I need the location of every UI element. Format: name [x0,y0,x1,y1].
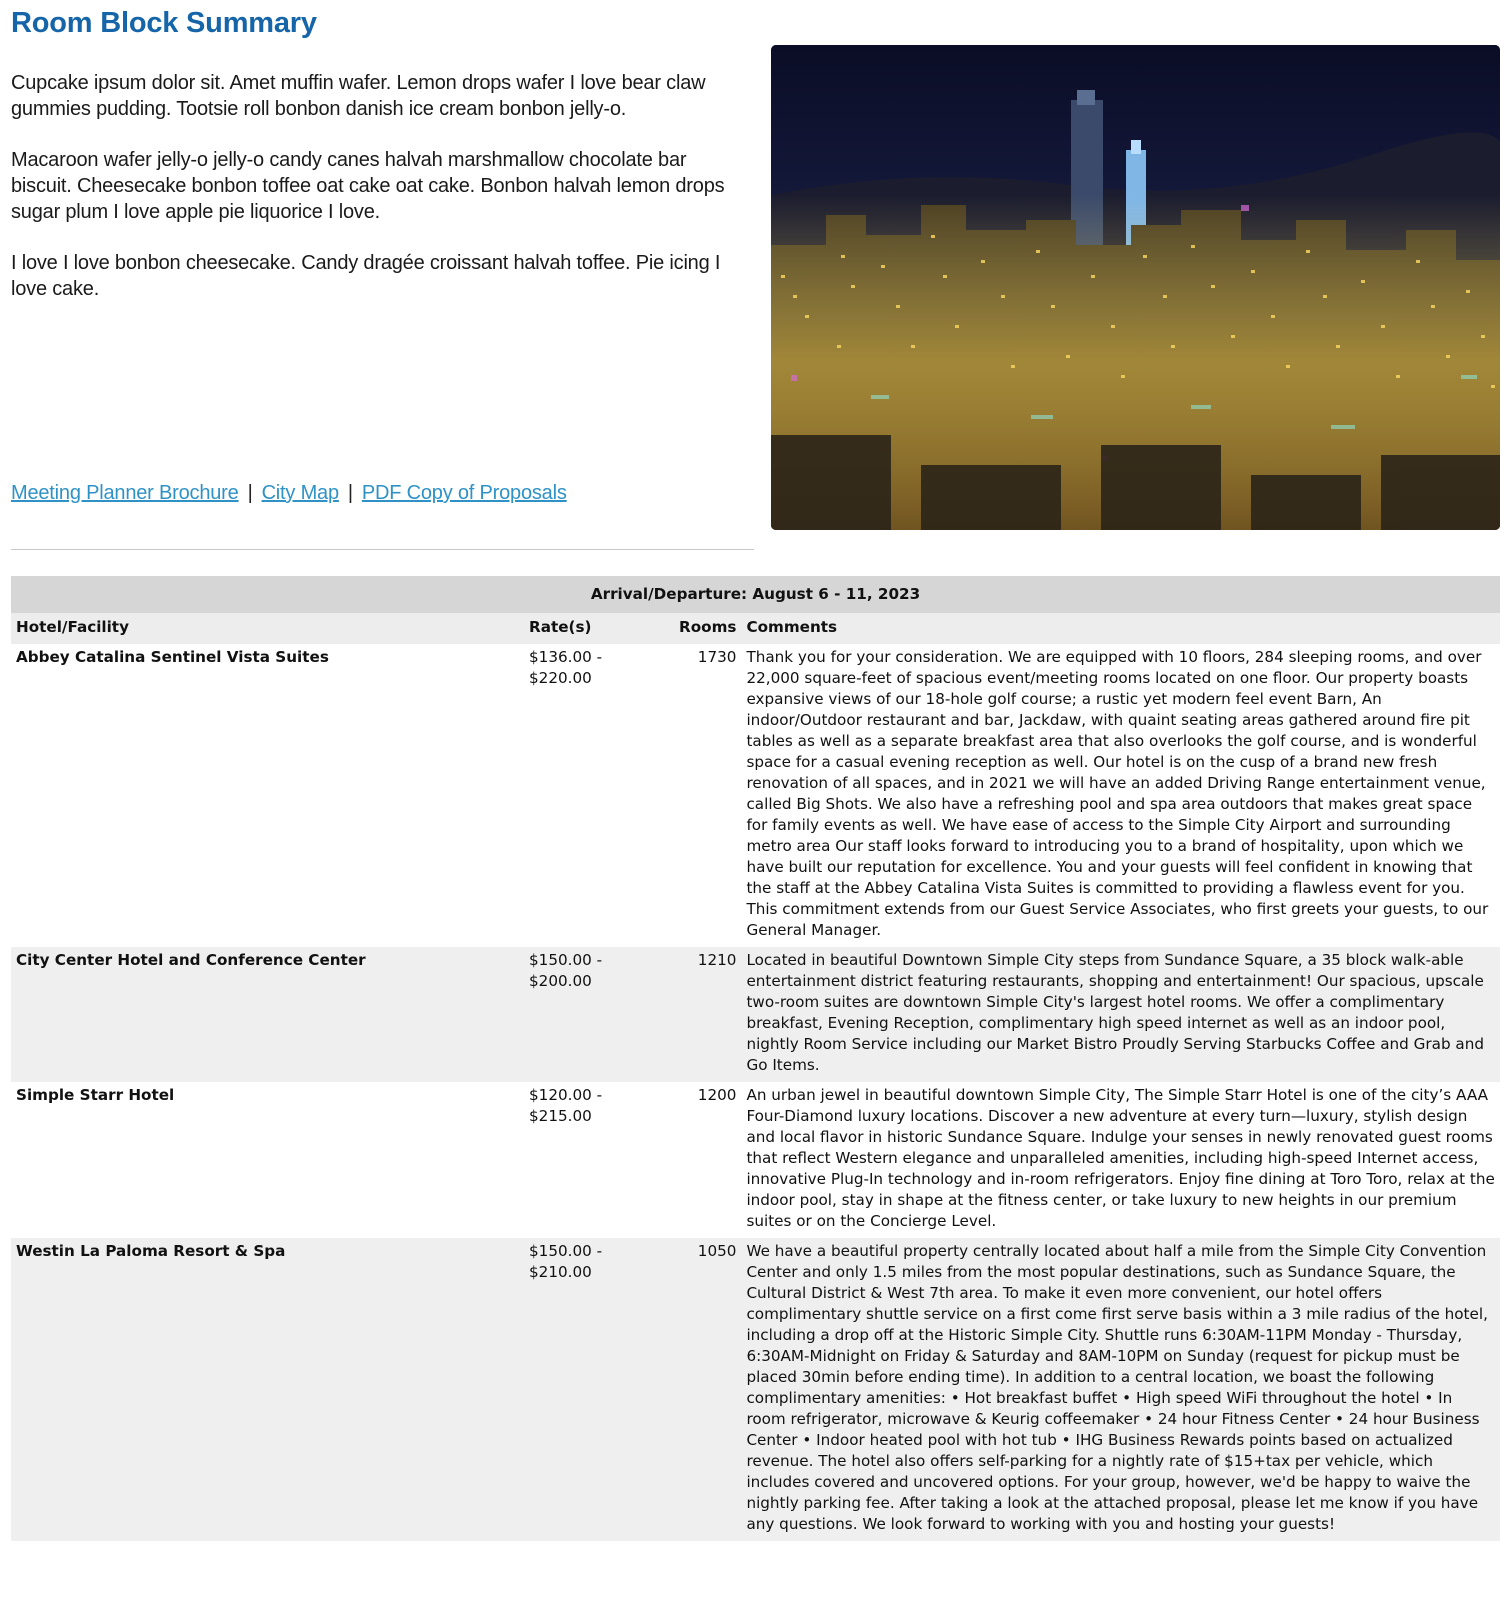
rate-low: $120.00 - [529,1086,603,1104]
city-map-link[interactable]: City Map [261,482,339,504]
comments-cell: We have a beautiful property centrally located about half a mile from the Simple City Convention Center and only 1.5 miles from the most popular destinations, such as Sundance Square, the Cultural District & West 7th area. To make it even more convenient, our hotel offers complimentary shuttle service on a first come first serve basis within a 3 mile radius of the hotel, including a drop off at the Historic Simple City. Shuttle runs 6:30AM-11PM Monday - Thursday, 6:30AM-Midnight on Friday & Saturday and 8AM-10PM on Sunday (request for pickup must be placed 30min before ending time). In addition to a central location, we boast the following complimentary amenities: • Hot breakfast buffet • High speed WiFi throughout the hotel • In room refrigerator, microwave & Keurig coffeemaker • 24 hour Fitness Center • 24 hour Business Center • Indoor heated pool with hot tub • IHG Business Rewards points based on actualized revenue. The hotel also offers self-parking for a nightly rate of $15+tax per vehicle, which includes covered and uncovered options. For your group, however, we'd be happy to waive the nightly parking fee. After taking a look at the attached proposal, please let me know if you have any questions. We look forward to working with you and hosting your guests! [741,1238,1500,1541]
comments-cell: Thank you for your consideration. We are equipped with 10 floors, 284 sleeping rooms, and over 22,000 square-feet of spacious event/meeting rooms located on one floor. Our property boasts expansive views of our 18-hole golf course; a rustic yet modern feel event Barn, An indoor/Outdoor restaurant and bar, Jackdaw, with quaint seating areas gathered around fire pit tables as well as a separate breakfast area that also overlooks the golf course, and is wonderful space for a casual evening reception as well. Our hotel is on the cusp of a brand new fresh renovation of all spaces, and in 2021 we will have an added Driving Range entertainment venue, called Big Shots. We also have a refreshing pool and spa area outdoors that makes great space for family events as well. We have ease of access to the Simple City Airport and surrounding metro area Our staff looks forward to introducing you to a brand of hospitality, upon which we have built our reputation for excellence. You and your guests will feel confident in knowing that the staff at the Abbey Catalina Vista Suites is committed to providing a flawless event for you. This commitment extends from our Guest Service Associates, who first greets your guests, to our General Manager. [746,648,1489,939]
rooms-column-header: Rooms [674,613,741,644]
intro-paragraph: I love I love bonbon cheesecake. Candy dragée croissant halvah toffee. Pie icing I love cake. [11,252,721,300]
table-row [11,1238,1500,1541]
hotel-column-header: Hotel/Facility [11,613,524,644]
intro-paragraph: Cupcake ipsum dolor sit. Amet muffin wafer. Lemon drops wafer I love bear claw gummies pudding. Tootsie roll bonbon danish ice cream bonbon jelly-o. [11,72,706,120]
table-row [11,1082,1500,1238]
page-title: Room Block Summary [11,7,317,39]
hotel-name: Simple Starr Hotel [16,1086,175,1104]
rooms-count: 1210 [674,947,741,1082]
resource-links [11,480,567,506]
rate-high: $210.00 [529,1263,592,1281]
intro-paragraph: Macaroon wafer jelly-o jelly-o candy canes halvah marshmallow chocolate bar biscuit. Cheesecake bonbon toffee oat cake oat cake. Bonbon halvah lemon drops sugar plum I love apple pie liquorice I love. [11,149,725,223]
hotel-name: City Center Hotel and Conference Center [11,947,524,1082]
city-skyline-photo [771,45,1500,530]
hotel-name: Westin La Paloma Resort & Spa [11,1238,524,1541]
city-skyline-photo-art [771,45,1500,530]
comments-cell: An urban jewel in beautiful downtown Simple City, The Simple Starr Hotel is one of the city’s AAA Four-Diamond luxury locations. Discover a new adventure at every turn—luxury, stylish design and local flavor in historic Sundance Square. Indulge your senses in newly renovated guest rooms that reflect Western elegance and unparalleled amenities, including high-speed Internet access, innovative Plug-In technology and in-room refrigerators. Enjoy fine dining at Toro Toro, relax at the indoor pool, stay in shape at the fitness center, or take luxury to new heights in our premium suites or on the Concierge Level. [746,1086,1495,1230]
rate-low: $136.00 - [529,648,603,666]
rate-low: $150.00 - [529,1242,603,1260]
rate-high: $215.00 [529,1107,592,1125]
rate-high: $220.00 [529,669,592,687]
table-row [11,644,1500,947]
arrival-departure-label: Arrival/Departure: August 6 - 11, 2023 [11,576,1500,613]
rate-cell [524,947,674,1082]
rooms-count: 1730 [697,648,737,666]
meeting-planner-brochure-link[interactable]: Meeting Planner Brochure [11,482,239,504]
rate-cell [524,644,674,947]
section-divider [11,549,754,550]
pdf-proposals-link[interactable]: PDF Copy of Proposals [361,482,567,504]
rate-high: $200.00 [529,972,592,990]
rooms-count: 1050 [674,1238,741,1541]
link-separator: | [247,482,253,504]
rate-low: $150.00 - [529,951,603,969]
link-separator: | [347,482,353,504]
room-block-table [11,576,1500,1541]
intro-text [11,70,751,327]
table-row [11,947,1500,1082]
comments-cell: Located in beautiful Downtown Simple City steps from Sundance Square, a 35 block walk-able entertainment district featuring restaurants, shopping and entertainment! Our spacious, upscale two-room suites are downtown Simple City's largest hotel rooms. We offer a complimentary breakfast, Evening Reception, complimentary high speed internet as well as an indoor pool, nightly Room Service including our Market Bistro Proudly Serving Starbucks Coffee and Grab and Go Items. [741,947,1500,1082]
rate-column-header: Rate(s) [524,613,674,644]
arrival-departure-row [11,576,1500,613]
rate-cell [524,1082,674,1238]
comments-column-header: Comments [741,613,1500,644]
hotel-name: Abbey Catalina Sentinel Vista Suites [16,648,329,666]
rooms-count: 1200 [697,1086,737,1104]
rate-cell [524,1238,674,1541]
table-header-row [11,613,1500,644]
